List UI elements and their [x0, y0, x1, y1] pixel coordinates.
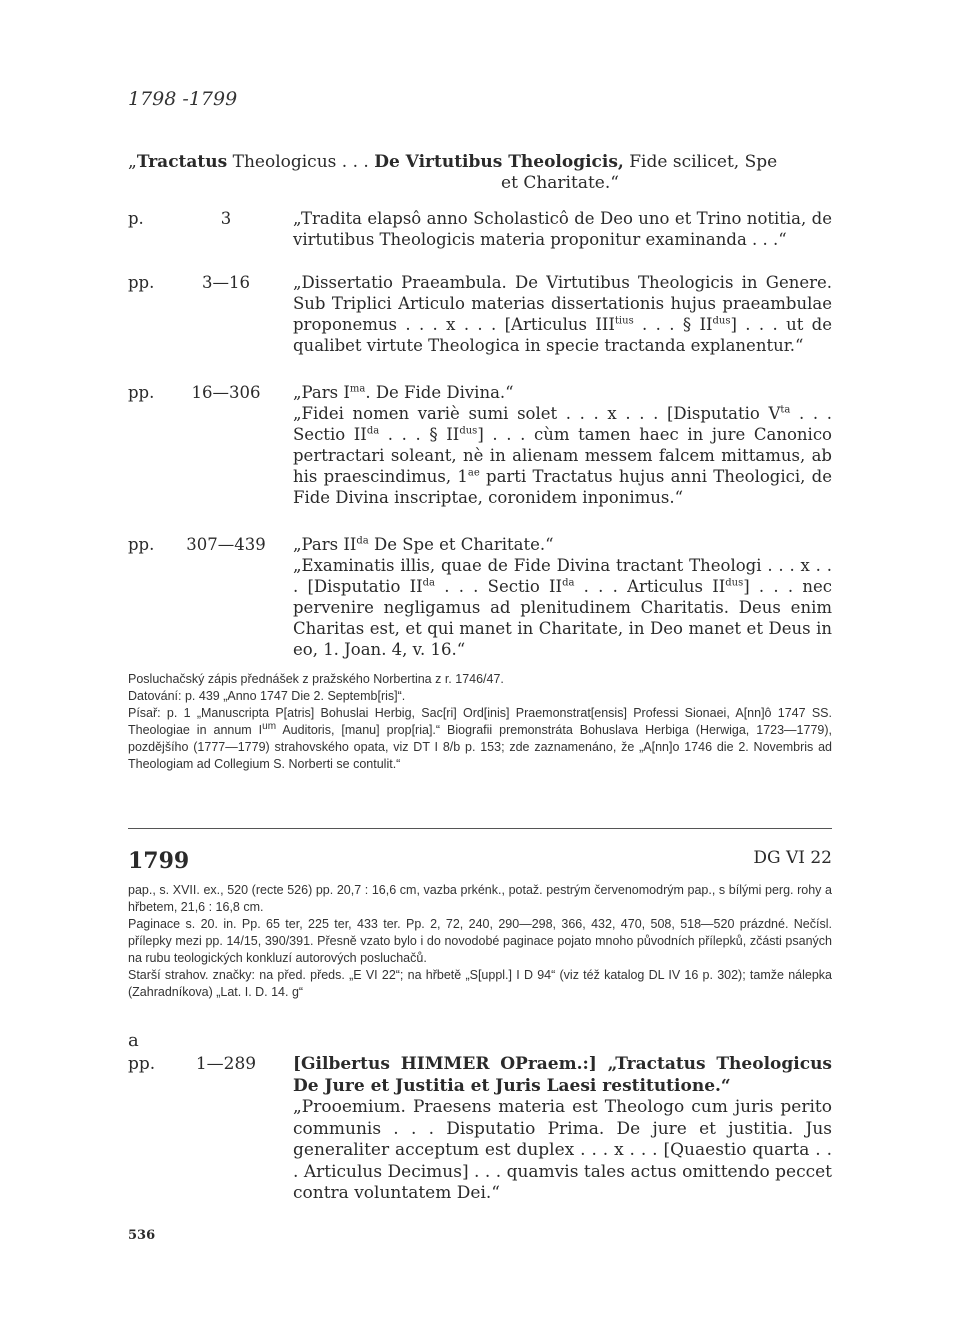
entry-pp307-439 [128, 534, 832, 660]
notes-1799 [128, 882, 832, 1001]
title-tail: Fide scilicet, Spe [623, 152, 778, 172]
entry-label: p. [128, 209, 144, 228]
entry-range: 3—16 [202, 273, 250, 292]
note-scribe: Písař: p. 1 „Manuscripta P[atris] Bohuslai Herbig, Sac[ri] Ord[inis] Praemonstrat[ensis] Professi Sionaei, A[nn]ô 1747 SS. Theologiae in annum $I^{um}$ Auditoris, [manu] prop[ria].“ Biografii premonstráta Bohuslava Herbiga (Herwiga, 1723—1779), pozdějšího (1777—1779) strahovského opata, viz DT I 8/b p. 153; zde zaznamenáno, že „A[nn]o 1746 die 2. Novembris ad Theologiam ad Collegium S. Norberti se contulit.“ [128, 706, 832, 771]
note-origin: Posluchačský zápis přednášek z pražského Norbertina z r. 1746/47. [128, 672, 504, 686]
entry-range: 1—289 [195, 1054, 257, 1074]
note-pagination: Paginace s. 20. in. Pp. 65 ter, 225 ter, 433 ter. Pp. 2, 72, 240, 290—298, 366, 432, 470, 508, 518—520 prázdné. Nečísl. přílepky mezi pp. 14/15, 390/391. Přesně vzato bylo i do novodobé paginace pojato mnoho původních přílepků, zčásti psaných na rubu teologických konkluzí autorových posluchačů. [128, 917, 832, 965]
entry-range: 3 [220, 209, 232, 228]
section-label: a [128, 1030, 139, 1051]
entry-label: pp. [128, 383, 155, 402]
title-bold-part: De Virtutibus Theologicis, [374, 152, 624, 172]
entry-range: 307—439 [186, 535, 266, 554]
running-header: 1798 -1799 [128, 88, 238, 110]
entry-range: 16—306 [191, 383, 261, 402]
title-word-tractatus: Tractatus [136, 152, 228, 172]
entry-p3 [128, 208, 832, 250]
entry-a-pp1-289 [128, 1054, 832, 1205]
page-number: 536 [128, 1228, 156, 1243]
entry-text: „Examinatis illis, quae de Fide Divina tractant Theologi . . . x . . . [Disputatio $II^{da}$ . . . Sectio $II^{da}$ . . . Articulus $II^{dus}$] . . . nec pervenire negligamus ad plenitudinem Charitatis. Deus enim Charitas est, et qui manet in Charitate, in Deo manet et Deus in eo, 1. Joan. 4, v. 16.“ [293, 556, 832, 659]
entry-pp3-16 [128, 272, 832, 356]
entry-label: pp. [128, 273, 155, 292]
entry-label: pp. [128, 1054, 156, 1074]
shelf-signature: DG VI 22 [753, 848, 832, 868]
note-old-shelfmarks: Starší strahov. značky: na před. předs. „E VI 22“; na hřbetě „S[uppl.] I D 94“ (viz též katalog DL IV 16 p. 302); tamže nálepka (Zahradníkova) „Lat. I. D. 14. g“ [128, 968, 832, 999]
entry-title: [Gilbertus HIMMER OPraem.:] „Tractatus Theologicus De Jure et Justitia et Juris Laesi restitutione.“ [293, 1054, 832, 1096]
note-dating: Datování: p. 439 „Anno 1747 Die 2. Septemb[ris]“. [128, 689, 406, 703]
entry-pp16-306 [128, 382, 832, 508]
notes-1798 [128, 671, 832, 773]
entry-text: „Prooemium. Praesens materia est Theologo cum juris perito communis . . . Disputatio Prima. De jure et justitia. Jus generaliter acceptum est duplex . . . x . . . [Quaestio quarta . . . Articulus Decimus] . . . quamvis tales actus omittendo peccet contra voluntatem Dei.“ [293, 1097, 832, 1203]
note-physical: pap., s. XVII. ex., 520 (recte 526) pp. 20,7 : 16,6 cm, vazba prkénk., potaž. pestrým červenomodrým pap., s bílými perg. rohy a hřbetem, 21,6 : 16,8 cm. [128, 883, 832, 914]
title-line2: et Charitate.“ [501, 173, 619, 193]
entry-text: „Dissertatio Praeambula. De Virtutibus Theologicis in Genere. Sub Triplici Articulo materias dissertationis hujus praeambulae proponemus . . . x . . . [Articulus $III^{tius}$ . . . § $II^{dus}$] . . . ut de qualibet virtute Theologica in specie tractanda explanentur.“ [293, 273, 833, 355]
entry-heading: „Pars $II^{da}$ De Spe et Charitate.“ [293, 535, 554, 554]
entry-heading: „Pars $I^{ma}$. De Fide Divina.“ [293, 383, 514, 402]
entry-text: „Fidei nomen variè sumi solet . . . x . . . [Disputatio $V^{ta}$ . . . Sectio $II^{da}$ . . . § $II^{dus}$] . . . cùm tamen haec in jure Canonico pertractari soleant, nè in alienam messem falcem mittamus, ab his praescindimus, $1^{ae}$ parti Tractatus hujus anni Theologici, de Fide Divina inscriptae, coronidem inponimus.“ [293, 404, 832, 507]
title-quote: „ [128, 152, 137, 172]
section-divider [128, 828, 832, 829]
entry-text: „Tradita elapsô anno Scholasticô de Deo uno et Trino notitia, de virtutibus Theologicis materia proponitur examinanda . . .“ [293, 209, 832, 249]
record-title [128, 152, 832, 194]
entry-label: pp. [128, 535, 155, 554]
record-number: 1799 [128, 848, 190, 874]
title-word-theologicus: Theologicus . . . [227, 152, 375, 172]
